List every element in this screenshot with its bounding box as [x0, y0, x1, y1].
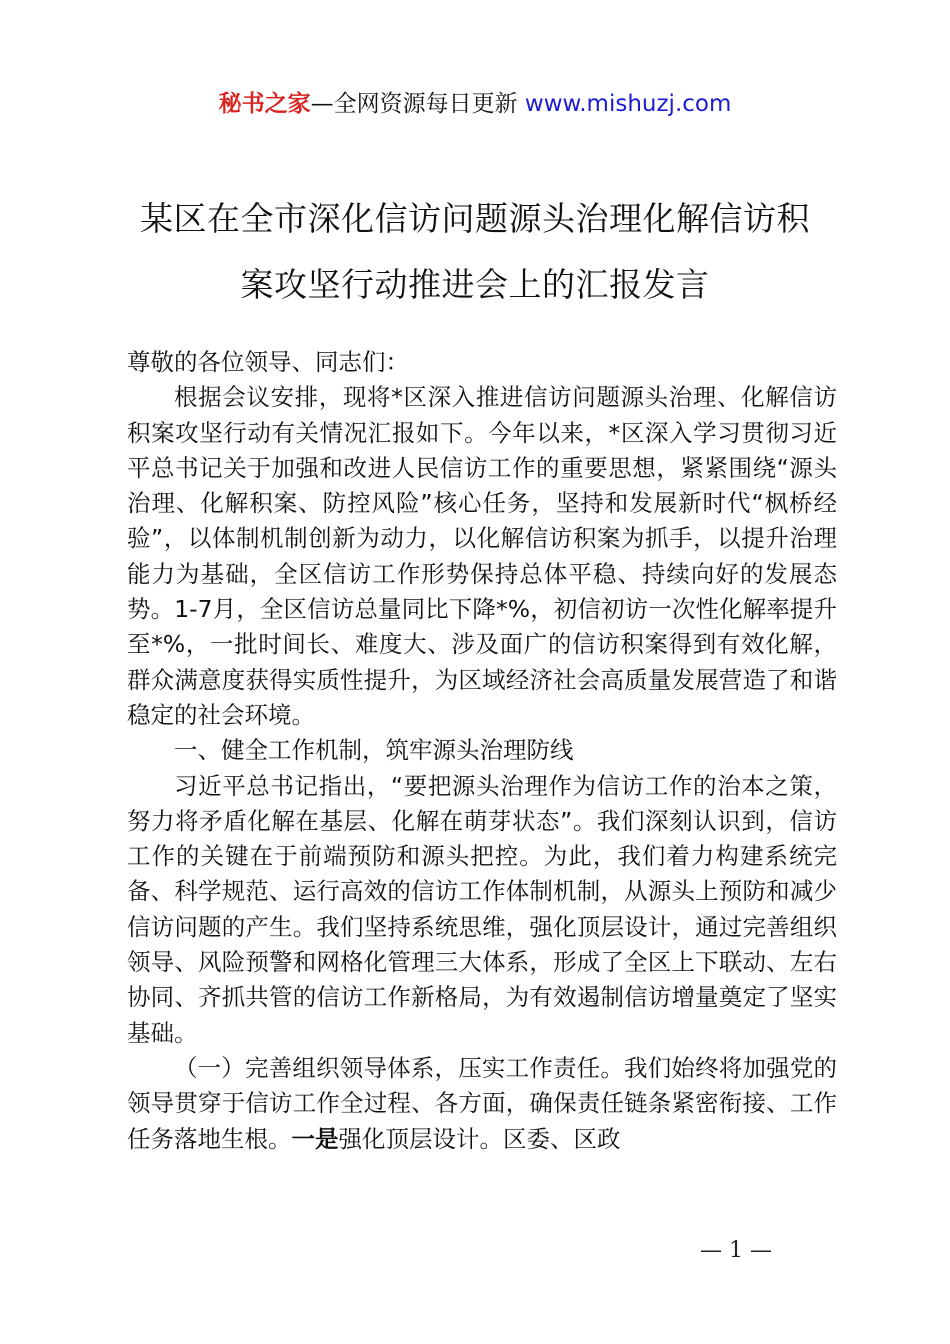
subsection-text-a: （一）完善组织领导体系，压实工作责任。我们始终将加强党的领导贯穿于信访工作全过程、各方面，确保责任链条紧密衔接、工作任务落地生根。 — [127, 1053, 837, 1153]
subsection-text-b: 强化顶层设计。区委、区政 — [338, 1124, 621, 1153]
title-line-2: 案攻坚行动推进会上的汇报发言 — [240, 265, 710, 304]
header-slogan: —全网资源每日更新 — [310, 91, 525, 117]
salutation: 尊敬的各位领导、同志们： — [127, 348, 409, 376]
section-heading-1: 一、健全工作机制，筑牢源头治理防线 — [174, 736, 574, 765]
document-body — [127, 345, 837, 1157]
page-number: — 1 — — [700, 1238, 772, 1263]
title-line-1: 某区在全市深化信访问题源头治理化解信访积 — [140, 199, 810, 238]
header-url-link[interactable]: www.mishuzj.com — [524, 91, 732, 117]
paragraph-intro: 根据会议安排，现将*区深入推进信访问题源头治理、化解信访积案攻坚行动有关情况汇报如下。今年以来，*区深入学习贯彻习近平总书记关于加强和改进人民信访工作的重要思想，紧紧围绕“源头治理、化解积案、防控风险”核心任务，坚持和发展新时代“枫桥经验”，以体制机制创新为动力，以化解信访积案为抓手，以提升治理能力为基础，全区信访工作形势保持总体平稳、持续向好的发展态势。1-7月，全区信访总量同比下降*%，初信初访一次性化解率提升至*%，一批时间长、难度大、涉及面广的信访积案得到有效化解，群众满意度获得实质性提升，为区域经济社会高质量发展营造了和谐稳定的社会环境。 — [127, 383, 837, 729]
site-header — [0, 88, 950, 120]
paragraph-section-1: 习近平总书记指出，“要把源头治理作为信访工作的治本之策，努力将矛盾化解在基层、化解在萌芽状态”。我们深刻认识到，信访工作的关键在于前端预防和源头把控。为此，我们着力构建系统完备、科学规范、运行高效的信访工作体制机制，从源头上预防和减少信访问题的产生。我们坚持系统思维，强化顶层设计，通过完善组织领导、风险预警和网格化管理三大体系，形成了全区上下联动、左右协同、齐抓共管的信访工作新格局，为有效遏制信访增量奠定了坚实基础。 — [127, 771, 837, 1047]
bold-marker: 一是 — [291, 1124, 339, 1153]
document-title — [110, 186, 840, 318]
brand-name: 秘书之家 — [218, 91, 311, 117]
paragraph-subsection-1 — [127, 1051, 837, 1157]
